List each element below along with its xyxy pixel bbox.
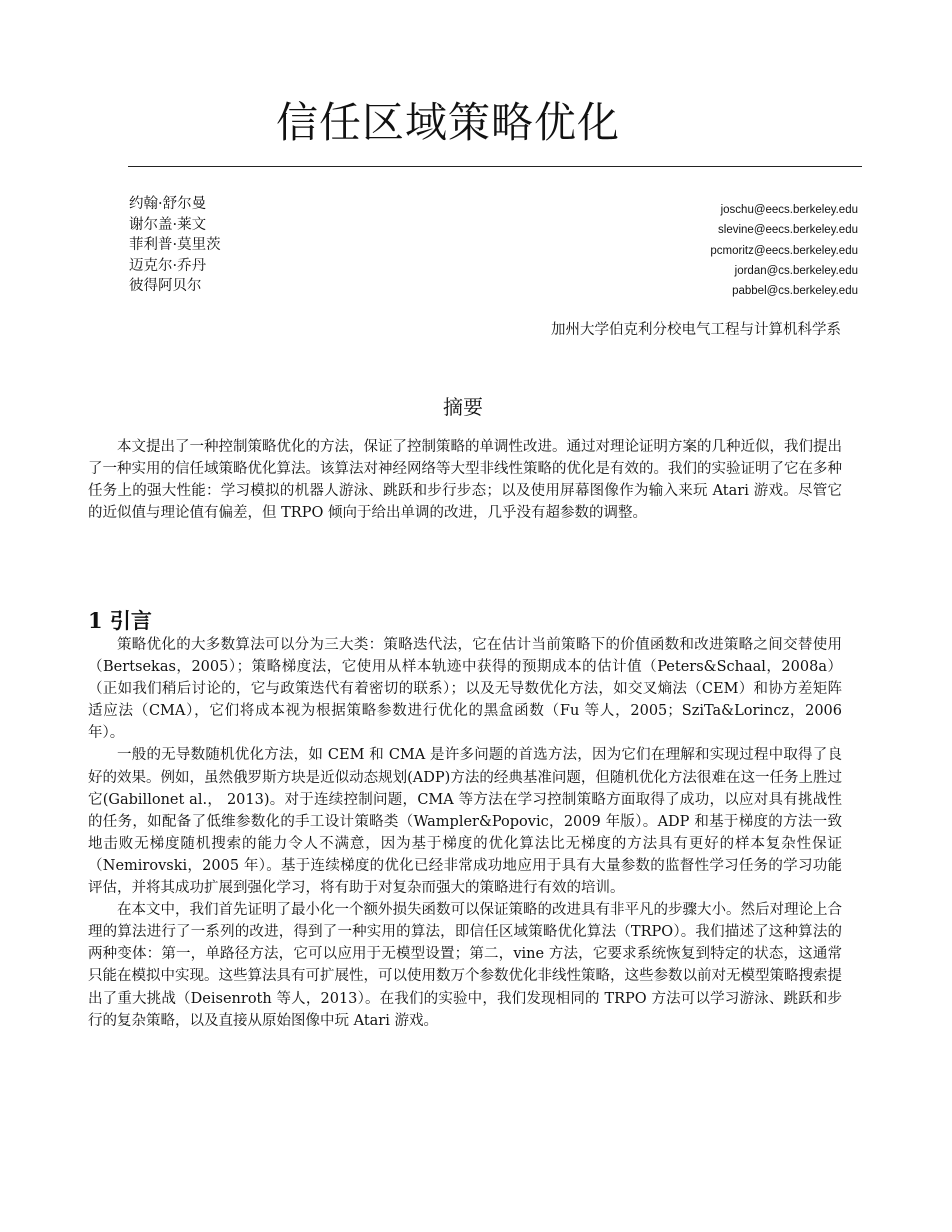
author-email: jordan@cs.berkeley.edu [734,264,858,277]
author-name: 菲利普·莫里茨 [129,237,221,253]
abstract-body: 本文提出了一种控制策略优化的方法，保证了控制策略的单调性改进。通过对理论证明方案的几种近似，我们提出了一种实用的信任域策略优化算法。该算法对神经网络等大型非线性策略的优化是有效的。我们的实验证明了它在多种任务上的强大性能：学习模拟的机器人游泳、跳跃和步行步态；以及使用屏幕图像作为输入来玩 Atari 游戏。尽管它的近似值与理论值有偏差，但 TRPO 倾向于给出单调的改进，几乎没有超参数的调整。 [88,439,842,521]
paragraph: 策略优化的大多数算法可以分为三大类：策略迭代法，它在估计当前策略下的价值函数和改进策略之间交替使用（Bertsekas，2005）；策略梯度法，它使用从样本轨迹中获得的预期成本的估计值（Peters&Schaal，2008a）（正如我们稍后讨论的，它与政策迭代有着密切的联系）；以及无导数优化方法，如交叉熵法（CEM）和协方差矩阵适应法（CMA），它们将成本视为根据策略参数进行优化的黑盒函数（Fu 等人，2005；SziTa&Lorincz，2006 年）。 [88,637,842,742]
author-name: 谢尔盖·莱文 [129,216,207,233]
email-list [710,200,858,301]
abstract-heading: 摘要 [443,395,483,419]
author-name: 彼得阿贝尔 [129,278,202,294]
paper-title: 信任区域策略优化 [275,98,620,147]
author-email: joschu@eecs.berkeley.edu [720,204,858,216]
author-email: slevine@eecs.berkeley.edu [718,224,858,237]
title-rule [128,166,862,167]
author-email: pcmoritz@eecs.berkeley.edu [710,244,858,257]
author-name: 迈克尔·乔丹 [129,257,207,274]
author-name: 约翰·舒尔曼 [129,196,207,212]
author-list [129,194,221,297]
affiliation: 加州大学伯克利分校电气工程与计算机科学系 [551,322,841,338]
introduction-body [88,634,842,1032]
author-email: pabbel@cs.berkeley.edu [732,285,858,298]
paragraph: 一般的无导数随机优化方法，如 CEM 和 CMA 是许多问题的首选方法，因为它们在理解和实现过程中取得了良好的效果。例如，虽然俄罗斯方块是近似动态规划(ADP)方法的经典基准问题，但随机优化方法很难在这一任务上胜过它(Gabillonet al.， 2013)。对于连续控制问题，CMA 等方法在学习控制策略方面取得了成功，以应对具有挑战性的任务，如配备了低维参数化的手工设计策略类（Wampler&Popovic，2009 年版）。ADP 和基于梯度的方法一致地击败无梯度随机搜索的能力令人不满意，因为基于梯度的优化算法比无梯度的方法具有更好的样本复杂性保证（Nemirovski，2005 年）。基于连续梯度的优化已经非常成功地应用于具有大量参数的监督性学习任务的学习功能评估，并将其成功扩展到强化学习，将有助于对复杂而强大的策略进行有效的培训。 [88,747,842,897]
section-heading-introduction: 1 引言 [88,608,152,633]
paragraph: 在本文中，我们首先证明了最小化一个额外损失函数可以保证策略的改进具有非平凡的步骤大小。然后对理论上合理的算法进行了一系列的改进，得到了一种实用的算法，即信任区域策略优化算法（TRPO）。我们描述了这种算法的两种变体：第一，单路径方法，它可以应用于无模型设置；第二，vine 方法，它要求系统恢复到特定的状态，这通常只能在模拟中实现。这些算法具有可扩展性，可以使用数万个参数优化非线性策略，这些参数以前对无模型策略搜索提出了重大挑战（Deisenroth 等人，2013）。在我们的实验中，我们发现相同的 TRPO 方法可以学习游泳、跳跃和步行的复杂策略，以及直接从原始图像中玩 Atari 游戏。 [88,902,842,1029]
